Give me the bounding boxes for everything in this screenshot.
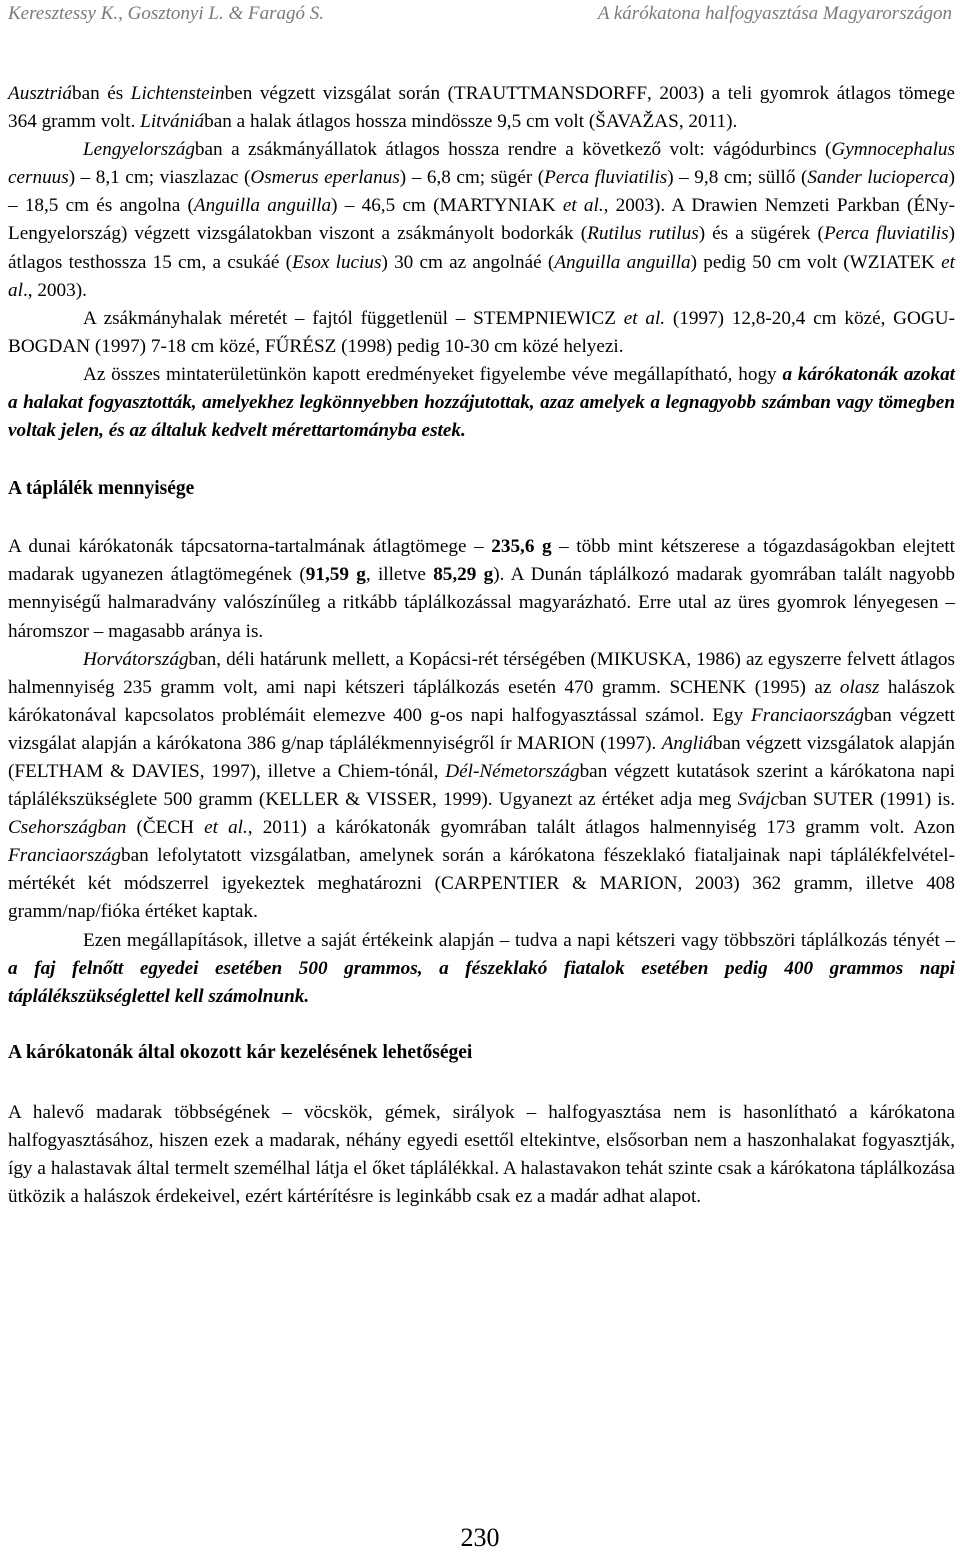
running-header [8, 2, 952, 26]
paragraph-4: Az összes mintaterületünkön kapott eredményeket figyelembe véve megállapítható, hogy a kárókatonák azokat a halakat fogyasztották, amelyekhez legkönnyebben hozzájutottak, azaz amelyek a legnagyobb számban vagy tömegben voltak jelen, és az általuk kedvelt mérettartományba estek. [8, 363, 955, 442]
section-heading-damage-management: A kárókatonák által okozott kár kezelésének lehetőségei [8, 1041, 473, 1063]
header-title: A kárókatona halfogyasztása Magyarországon [597, 3, 952, 24]
paragraph-6: Horvátországban, déli határunk mellett, a Kopácsi-rét térségében (MIKUSKA, 1986) az egyszerre felvett átlagos halmennyiség 235 gramm volt, ami napi kétszeri táplálkozás esetén 470 gramm. SCHENK (1995) az olasz halászok kárókatonával kapcsolatos problémáit elemezve 400 g-os napi halfogyasztással számol. Egy Franciaországban végzett vizsgálat alapján a kárókatona 386 g/nap táplálékmennyiségről ír MARION (1997). Angliában végzett vizsgálatok alapján (FELTHAM & DAVIES, 1997), illetve a Chiem-tónál, Dél-Németországban végzett kutatások szerint a kárókatona napi táplálékszükséglete 500 gramm (KELLER & VISSER, 1999). Ugyanezt az értéket adja meg Svájcban SUTER (1991) is. Csehországban (ČECH et al., 2011) a kárókatonák gyomrában talált átlagos halmennyiség 173 gramm volt. Azon Franciaországban lefolytatott vizsgálatban, amelynek során a kárókatona fészeklakó fiataljainak napi táplálékfelvétel-mértékét két módszerrel igyekeztek meghatározni (CARPENTIER & MARION, 2003) 362 gramm, illetve 408 gramm/nap/fióka értéket kaptak. [8, 648, 956, 923]
paragraph-1: Ausztriában és Lichtensteinben végzett vizsgálat során (TRAUTTMANSDORFF, 2003) a teli gyomrok átlagos tömege 364 gramm volt. Litvániában a halak átlagos hossza mindössze 9,5 cm volt (ŠAVAŽAS, 2011). [8, 83, 955, 133]
paragraph-3: A zsákmányhalak méretét – fajtól függetlenül – STEMPNIEWICZ et al. (1997) 12,8-20,4 cm közé, GOGU-BOGDAN (1997) 7-18 cm közé, FŰRÉSZ (1998) pedig 10-30 cm közé helyezi. [8, 307, 955, 357]
paragraph-8: A halevő madarak többségének – vöcskök, gémek, sirályok – halfogyasztása nem is hasonlítható a kárókatona halfogyasztásához, hiszen ezek a madarak, néhány egyedi esettől eltekintve, elsősorban nem a haszonhalakat fogyasztják, így a halastavak által termelt személhal látja el őket táplálékkal. A halastavakon tehát szinte csak a kárókatona táplálkozása ütközik a halászok érdekeivel, ezért kártérítésre is leginkább csak ez a madár adhat alapot. [8, 1101, 955, 1208]
page-number: 230 [460, 1523, 500, 1552]
section-heading-food-quantity: A táplálék mennyisége [8, 478, 195, 500]
paragraph-7: Ezen megállapítások, illetve a saját értékeink alapján – tudva a napi kétszeri vagy többszöri táplálkozás tényét – a faj felnőtt egyedei esetében 500 grammos, a fészeklakó fiatalok esetében pedig 400 grammos napi táplálékszükséglettel kell számolnunk. [8, 929, 955, 1007]
paragraph-2: Lengyelországban a zsákmányállatok átlagos hossza rendre a következő volt: vágódurbincs (Gymnocephalus cernuus) – 8,1 cm; viaszlazac (Osmerus eperlanus) – 6,8 cm; sügér (Perca fluviatilis) – 9,8 cm; süllő (Sander lucioperca) – 18,5 cm és angolna (Anguilla anguilla) – 46,5 cm (MARTYNIAK et al., 2003). A Drawien Nemzeti Parkban (ÉNy-Lengyelország) végzett vizsgálatokban viszont a zsákmányolt bodorkák (Rutilus rutilus) és a sügérek (Perca fluviatilis) átlagos testhossza 15 cm, a csukáé (Esox lucius) 30 cm az angolnáé (Anguilla anguilla) pedig 50 cm volt (WZIATEK et al., 2003). [8, 139, 955, 301]
page-body [8, 80, 955, 1211]
header-authors: Keresztessy K., Gosztonyi L. & Faragó S. [8, 3, 324, 24]
paragraph-5: A dunai kárókatonák tápcsatorna-tartalmának átlagtömege – 235,6 g – több mint kétszerese a tógazdaságokban elejtett madarak ugyanezen átlagtömegének (91,59 g, illetve 85,29 g). A Dunán táplálkozó madarak gyomrában talált nagyobb mennyiségű halmaradvány valószínűleg a ritkább táplálkozással magyarázható. Erre utal az üres gyomrok lényegesen – háromszor – magasabb aránya is. [8, 536, 956, 642]
